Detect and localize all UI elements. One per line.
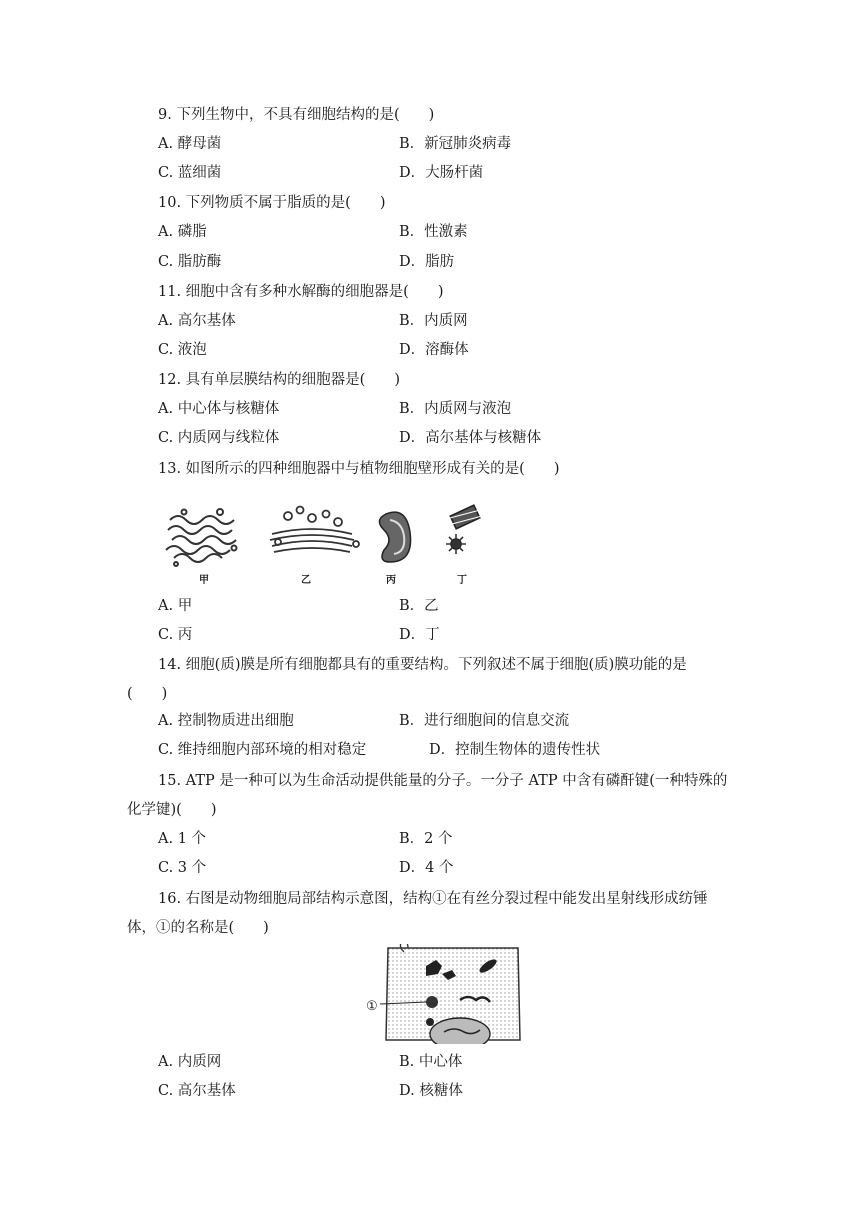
organelle-ding-illustration bbox=[446, 505, 482, 554]
question-11-stem: 11. 细胞中含有多种水解酶的细胞器是( ) bbox=[158, 284, 444, 300]
organelle-yi-illustration bbox=[270, 507, 359, 553]
question-10-stem: 10. 下列物质不属于脂质的是( ) bbox=[158, 195, 386, 211]
q10-option-a: A. 磷脂 bbox=[158, 224, 207, 240]
q9-option-a: A. 酵母菌 bbox=[158, 136, 222, 152]
question-15-stem-line2: 化学键)( ) bbox=[127, 802, 217, 818]
q11-option-a: A. 高尔基体 bbox=[158, 313, 236, 329]
organelles-figure bbox=[160, 500, 500, 590]
question-13-stem: 13. 如图所示的四种细胞器中与植物细胞壁形成有关的是( ) bbox=[158, 461, 560, 477]
q10-option-b: B．性激素 bbox=[399, 224, 468, 240]
q9-option-b: B．新冠肺炎病毒 bbox=[399, 136, 512, 152]
q10-option-d: D．脂肪 bbox=[399, 254, 455, 270]
figure-label-ding: 丁 bbox=[457, 575, 467, 586]
q16-option-a: A. 内质网 bbox=[158, 1054, 222, 1070]
q16-option-c: C. 高尔基体 bbox=[158, 1083, 236, 1099]
question-16-stem-line1: 16. 右图是动物细胞局部结构示意图，结构①在有丝分裂过程中能发出星射线形成纺锤 bbox=[158, 891, 708, 907]
question-15-stem-line1: 15. ATP 是一种可以为生命活动提供能量的分子。一分子 ATP 中含有磷酐键(一种特殊的 bbox=[158, 773, 728, 789]
question-16-stem-line2: 体，①的名称是( ) bbox=[127, 920, 269, 936]
q13-option-c: C. 丙 bbox=[158, 627, 193, 643]
animal-cell-figure bbox=[380, 944, 525, 1044]
q16-option-d: D. 核糖体 bbox=[399, 1083, 463, 1099]
q12-option-a: A. 中心体与核糖体 bbox=[158, 401, 280, 417]
q15-option-d: D．4 个 bbox=[399, 860, 454, 876]
question-14-stem-line2: ( ) bbox=[127, 686, 168, 702]
organelle-jia-illustration bbox=[166, 509, 237, 566]
figure-marker-1: ① bbox=[366, 999, 378, 1014]
q9-option-c: C. 蓝细菌 bbox=[158, 165, 222, 181]
q11-option-c: C. 液泡 bbox=[158, 342, 207, 358]
q14-option-d: D．控制生物体的遗传性状 bbox=[429, 742, 601, 758]
q16-option-b: B. 中心体 bbox=[399, 1054, 463, 1070]
q9-option-d: D．大肠杆菌 bbox=[399, 165, 484, 181]
question-9-stem: 9. 下列生物中，不具有细胞结构的是( ) bbox=[158, 107, 435, 123]
q11-option-b: B．内质网 bbox=[399, 313, 468, 329]
question-12-stem: 12. 具有单层膜结构的细胞器是( ) bbox=[158, 372, 400, 388]
organelle-bing-illustration bbox=[379, 512, 410, 562]
q13-option-d: D．丁 bbox=[399, 627, 440, 643]
q15-option-a: A. 1 个 bbox=[158, 831, 207, 847]
q14-option-b: B．进行细胞间的信息交流 bbox=[399, 713, 570, 729]
q10-option-c: C. 脂肪酶 bbox=[158, 254, 222, 270]
q12-option-c: C. 内质网与线粒体 bbox=[158, 430, 280, 446]
q13-option-b: B．乙 bbox=[399, 598, 439, 614]
q14-option-a: A. 控制物质进出细胞 bbox=[158, 713, 294, 729]
q15-option-c: C. 3 个 bbox=[158, 860, 207, 876]
q14-option-c: C. 维持细胞内部环境的相对稳定 bbox=[158, 742, 367, 758]
q12-option-b: B．内质网与液泡 bbox=[399, 401, 512, 417]
q12-option-d: D．高尔基体与核糖体 bbox=[399, 430, 542, 446]
figure-label-jia: 甲 bbox=[199, 575, 209, 586]
figure-label-yi: 乙 bbox=[301, 575, 311, 586]
q15-option-b: B．2 个 bbox=[399, 831, 453, 847]
question-14-stem-line1: 14. 细胞(质)膜是所有细胞都具有的重要结构。下列叙述不属于细胞(质)膜功能的是 bbox=[158, 657, 687, 673]
figure-label-bing: 丙 bbox=[386, 575, 396, 586]
q13-option-a: A. 甲 bbox=[158, 598, 193, 614]
q11-option-d: D．溶酶体 bbox=[399, 342, 469, 358]
